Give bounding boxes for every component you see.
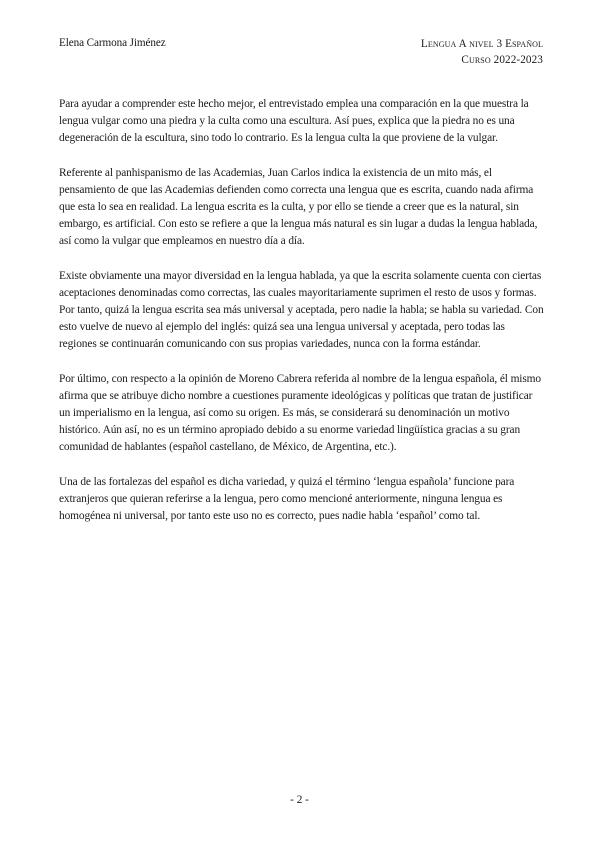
paragraph: Por último, con respecto a la opinión de Moreno Cabrera referida al nombre de la lengua española, él mismo afirma que se atribuye dicho nombre a cuestiones puramente ideológicas y políticas que tratan de justificar un imperialismo en la lengua, así como su origen. Es más, se considerará su denominación un motivo histórico. Aún así, no es un término apropiado debido a su enorme variedad lingüística gracias a su gran comunidad de hablantes (español castellano, de México, de Argentina, etc.). (59, 373, 541, 453)
document-body (59, 96, 545, 543)
header-author: Elena Carmona Jiménez (59, 37, 166, 49)
paragraph: Una de las fortalezas del español es dicha variedad, y quizá el término ‘lengua española’ funcione para extranjeros que quieran referirse a la lengua, pero como mencioné anteriormente, ninguna lengua es homogénea ni universal, por tanto este uso no es correcto, pues nadie habla ‘español’ como tal. (59, 476, 515, 522)
paragraph: Referente al panhispanismo de las Academias, Juan Carlos indica la existencia de un mito más, el pensamiento de que las Academias defienden como correcta una lengua que es escrita, cuando nada afirma que esta lo sea en realidad. La lengua escrita es la culta, y por ello se tiende a creer que es la natural, sin embargo, es artificial. Con esto se refiere a que la lengua más natural es sin lugar a dudas la lengua hablada, así como la vulgar que empleamos en nuestro día a día. (59, 167, 538, 247)
paragraph: Existe obviamente una mayor diversidad en la lengua hablada, ya que la escrita solamente cuenta con ciertas aceptaciones denominadas como correctas, las cuales mayoritariamente suprimen el resto de usos y formas. Por tanto, quizá la lengua escrita sea más universal y aceptada, pero nadie la habla; se habla su variedad. Con esto vuelve de nuevo al ejemplo del inglés: quizá sea una lengua universal y aceptada, pero todas las regiones se continuarán comunicando con sus propias variedades, nunca con la forma estándar. (59, 270, 544, 350)
paragraph: Para ayudar a comprender este hecho mejor, el entrevistado emplea una comparación en la que muestra la lengua vulgar como una piedra y la culta como una escultura. Así pues, explica que la piedra no es una degeneración de la escultura, sino todo lo contrario. Es la lengua culta la que proviene de la vulgar. (59, 98, 529, 144)
header-course-info (421, 36, 543, 68)
header-year-line: Curso 2022-2023 (461, 54, 543, 66)
header-course-line: Lengua A nivel 3 Español (420, 38, 543, 50)
page-number: - 2 - (290, 794, 309, 806)
